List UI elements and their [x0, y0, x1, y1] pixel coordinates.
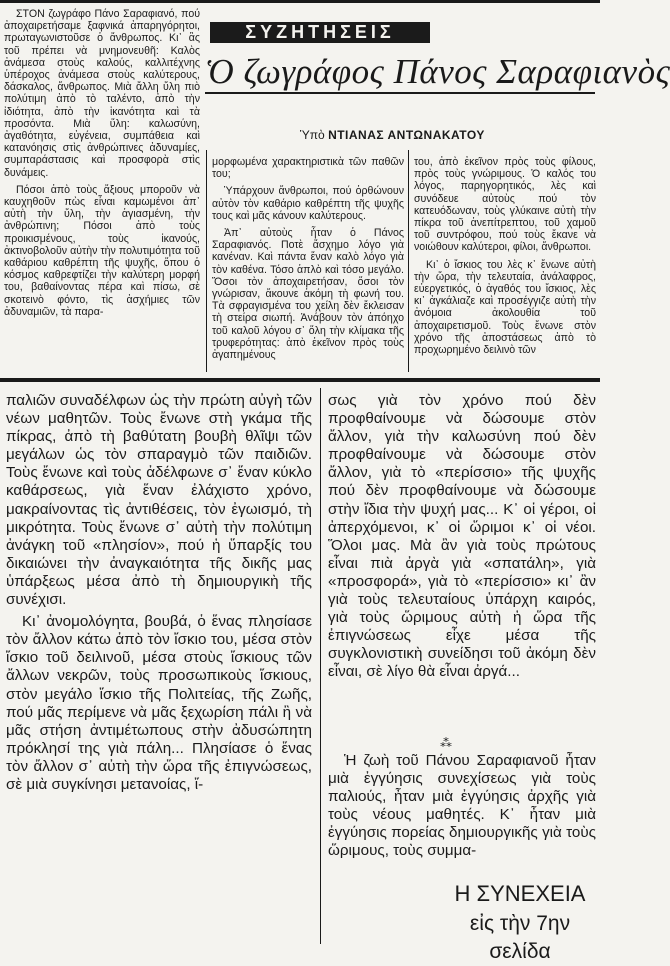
paragraph: παλιῶν συναδέλφων ὡς τὴν πρώτη αὐγὴ τῶν νέων μαθητῶν. Τοὺς ἔνωνε στὴ γκάμα τῆς πίκρας, ἀπὸ τὴ βαθύτατη βουβὴ θλῖψι τῶν μεγάλων ὡς τὸν σπαραγμὸ τῶν παιδιῶν. Τοὺς ἔνωνε καὶ τοὺς ἀδέλφωνε σ᾿ ἕναν κύκλο καθάρσεως, γιὰ ἕναν ἐλάχιστο χρόνο, μακραίνοντας τὶς ἀντιθέσεις, τὸν ἐγωισμό, τὴ μικρότητα. Τοὺς ἔνωνε σ᾿ αὐτὴ τὴν πολύτιμη ἀνάγκη τοῦ «πλησίον», πού ἡ ὕπαρξίς του δικαιώνει τὴν ἀναγκαιότητα τῆς δικῆς μας ὑπάρξεως μέσα ἀπὸ τὴ δημιουργικὴ τῆς συνέχισι. — [6, 392, 312, 609]
top-column-2 — [212, 156, 404, 370]
continuation-page: εἰς τὴν 7ην σελίδα — [469, 912, 571, 963]
top-border — [0, 0, 600, 3]
paragraph: Πόσοι ἀπὸ τοὺς ἄξιους μποροῦν νὰ καυχηθοῦν πὼς εἶναι καμωμένοι ἀπ᾿ αὐτὴ τὴν ὕλη, τὴν ἁγιασμένη, τὴν ἀνθρώπινη; Πόσοι ἀπὸ τοὺς προικισμένους, τοὺς ἱκανούς, ἀκτινοβολοῦν αὐτὴν τὴν πολυτιμότητα τοῦ καθάριου καθρέπτη τῆς ψυχῆς, ὅπου ὁ κόσμος καθρεφτίζει τὴν καλύτερη μορφή του, βαθαίνοντας πέρα καὶ πίσω, σὲ σκοτεινὸ φόντο, τὶς ἀσχήμιες τῶν ἀδυναμιῶν, τὰ παρα- — [4, 183, 200, 318]
top-column-1 — [4, 8, 200, 370]
byline — [300, 128, 600, 142]
bottom-column-left — [6, 392, 312, 944]
asterism-separator: ⁂ — [440, 736, 452, 750]
paragraph: Κι᾿ ὁ ἴσκιος του λὲς κ᾿ ἔνωνε αὐτὴ τὴν ὥρα, τὴν τελευταία, ἀνάλαφρος, εὐεργετικός, ὁ ἀγαθός του ἴσκιος, λὲς κι᾿ ἀγκάλιαζε καὶ προσέγγιζε αὐτὴ τὴν ἀνόμοια ἀκολουθία τοῦ ἀποχαιρετισμοῦ. Τοὺς ἔνωνε στὸν χρόνο τῆς ἀποστάσεως ἀπὸ τὸ προχωρημένο δειλινὸ τῶν — [414, 258, 596, 357]
top-column-3 — [414, 156, 596, 370]
paragraph: Ἡ ζωὴ τοῦ Πάνου Σαραφιανοῦ ἦταν μιὰ ἐγγύησις συνεχίσεως γιὰ τοὺς παλιούς, ἦταν μιὰ ἐγγύησις ἀρχῆς γιὰ τοὺς νέους μαθητές. Κ᾿ ἦταν μιὰ ἐγγύησις πορείας δημιουργικῆς γιὰ τοὺς ὥριμους, τοὺς συμμα- — [328, 752, 596, 860]
continuation-heading: Η ΣΥΝΕΧΕΙΑ — [454, 881, 586, 906]
paragraph: Ἀπ᾿ αὐτοὺς ἦταν ὁ Πάνος Σαραφιανός. Ποτὲ ἄσχημο λόγο γιὰ κανέναν. Καὶ πάντα ἕναν καλὸ λόγο γιὰ τὸν καθένα. Τόσο ἁπλὸ καὶ τόσο μεγάλο. Ὅσοι τὸν ἀποχαιρετήσαν, ὅσοι τὸν γνώρισαν, ἄκουνε ἀκόμη τὴ φωνή του. Τὰ σφραγισμένα του χείλη δὲν ἔκλεισαν τὴ στείρα σιωπή. Ἀνάβουν τὸν ἀπόηχο τοῦ καλοῦ λόγου σ᾿ ὅλη τὴν κλίμακα τῆς τρυφερότητας: ἀπὸ ἐκεῖνον πρὸς τοὺς ἀγαπημένους — [212, 227, 404, 362]
bottom-column-right-continued — [328, 752, 596, 878]
paragraph: ΣΤΟΝ ζωγράφο Πάνο Σαραφιανό, πού ἀποχαιρετήσαμε ξαφνικά ἀπαρηγόρητοι, πρωταγωνιστοῦσε ὁ ἄνθρωπος. Κι᾿ ἂς τοῦ πρέπει νὰ μνημονευθῆ: Καλὸς ἀνάμεσα στοὺς καλούς, καλλιτέχνης ὑπέροχος ἀνάμεσα στοὺς καλύτερους, δάσκαλος, ἄνθρωπος. Μιὰ ἄλλη ὕλη πιὸ πολύτιμη ἀπὸ τὸ ταλέντο, ἀπὸ τὴν ἰδιότητα, ἀπὸ τὴν ἱκανότητα καὶ τὰ προσόντα. Μιὰ ὕλη: καλωσύνη, ἀγαθότητα, εὐγένεια, συμπάθεια καὶ κατανόησις στὶς ἀνθρώπινες ἀδυναμίες, συμπαράστασις καὶ προσφορὰ στὶς δυνάμεις. — [4, 8, 200, 179]
byline-prefix: Ὑπὸ — [300, 128, 325, 142]
section-banner: ΣΥΖΗΤΗΣΕΙΣ — [210, 22, 430, 43]
article-title: Ὁ ζωγράφος Πάνος Σαραφιανὸς — [205, 52, 670, 91]
paragraph: σως γιὰ τὸν χρόνο πού δὲν προφθαίνουμε νὰ δώσουμε στὸν ἄλλον, γιὰ τὴν καλωσύνη πού δὲν προφθαίνουμε νὰ δώσουμε στὸν ἄλλον, γιὰ τὸ «περίσσιο» τῆς ψυχῆς πού δὲν προφθαίνουμε νὰ δώσουμε στὴν ἴδια τὴν ψυχή μας... Κ᾿ οἱ γέροι, οἱ ἀπερχόμενοι, κ᾿ οἱ ὥριμοι κ᾿ οἱ νέοι. Ὅλοι μας. Μὰ ἂν γιὰ τοὺς πρώτους εἶναι πιὰ ἀργὰ γιὰ «σπατάλη», γιὰ «προσφορά», γιὰ τὸ «περίσσιο» κι᾿ ἂν γιὰ τοὺς τελευταίους ὑπάρχη καιρός, γιὰ τοὺς ὥριμους αὐτὴ ἡ ὥρα τῆς ἐπιγνώσεως εἶχε μέσα τῆς συγκλονιστικὴ συνείδησι τοῦ ἀκόμη δὲν εἶναι, σὲ λίγο θὰ εἶναι ἀργά... — [328, 392, 596, 681]
column-divider — [320, 388, 321, 944]
byline-author: ΝΤΙΑΝΑΣ ΑΝΤΩΝΑΚΑΤΟΥ — [328, 128, 485, 142]
column-divider — [408, 150, 409, 372]
paragraph: Κι᾿ ἀνομολόγητα, βουβά, ὁ ἕνας πλησίασε τὸν ἄλλον κάτω ἀπὸ τὸν ἴσκιο του, μέσα στὸν ἴσκιο τοῦ δειλινοῦ, μέσα στοὺς ἴσκιους τῶν ἄλλων νεκρῶν, τοὺς προσωπικοὺς ἴσκιους, στὸν μεγάλο ἴσκιο τῆς Πολιτείας, τῆς Ζωῆς, πού μᾶς περίμενε νὰ μᾶς ξεχωρίση πάλι ἢ νὰ μᾶς στήση ἀντιμέτωπους στὴν ἀδυσώπητη πρόκλησί της γιὰ πάλη... Πλησίασε ὁ ἕνας τὸν ἄλλον σ᾿ αὐτὴ τὴν ὥρα τῆς ἐπιγνώσεως, σὲ μιὰ συγκίνησι μετανοίας, ἴ- — [6, 613, 312, 793]
column-divider — [206, 150, 207, 372]
paragraph: Ὑπάρχουν ἄνθρωποι, πού ὀρθώνουν αὐτὸν τὸν καθάριο καθρέπτη τῆς ψυχῆς τους καὶ μᾶς κάνουν καλύτερους. — [212, 185, 404, 222]
title-underline — [205, 92, 595, 94]
paragraph: μορφωμένα χαρακτηριστικὰ τῶν παθῶν του; — [212, 156, 404, 181]
section-divider — [0, 378, 600, 382]
paragraph: του, ἀπὸ ἐκεῖνον πρὸς τοὺς φίλους, πρὸς τοὺς γνώριμους. Ὁ καλός του λόγος, παρηγορητικός, λὲς καὶ συνόδευε αὐτοὺς πού τὸν κατευόδωναν, τοὺς γλύκαινε αὐτὴ τὴν πίκρα τοῦ ἀνεπίτρεπτου, τοῦ χαμοῦ τοῦ συντρόφου, πού τοὺς ἔκανε νὰ νοιώθουν καλύτεροι, φίλοι, ἄνθρωποι. — [414, 156, 596, 254]
bottom-column-right — [328, 392, 596, 734]
